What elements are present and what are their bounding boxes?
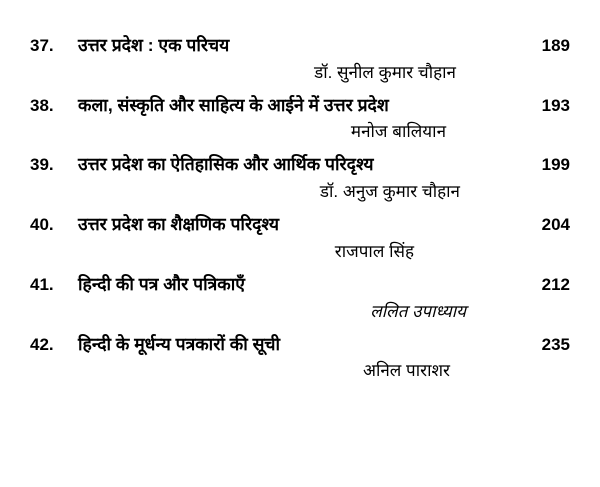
toc-entry-title: हिन्दी के मूर्धन्य पत्रकारों की सूची [78,333,281,354]
toc-entry-title: उत्तर प्रदेश का शैक्षणिक परिदृश्य [78,214,279,235]
toc-entry-page-number: 212 [541,274,570,294]
toc-entry-author: मनोज बालियान [350,122,446,142]
toc-entry-title: कला, संस्कृति और साहित्य के आईने में उत्तर प्रदेश [78,94,389,115]
toc-entry-number: 40. [30,215,54,235]
toc-entry-author: डॉ. सुनील कुमार चौहान [314,62,456,82]
toc-entry-number: 41. [30,274,54,294]
toc-entry-line [26,273,574,297]
toc-entry-page-number: 204 [541,215,570,235]
toc-entry [26,213,574,263]
toc-entry-author: राजपाल सिंह [334,241,414,261]
toc-entry-number: 42. [30,334,54,354]
toc-entry-line [26,213,574,237]
toc-entry-title: उत्तर प्रदेश : एक परिचय [78,35,230,55]
toc-entry-number: 39. [30,155,54,175]
toc-entry [26,94,574,144]
toc-entry [26,333,574,383]
toc-entry-number: 38. [30,95,54,115]
toc-entry-line [26,94,574,118]
toc-entry [26,153,574,203]
toc-list [26,34,574,382]
toc-entry-author: डॉ. अनुज कुमार चौहान [319,182,460,202]
toc-entry [26,34,574,84]
toc-entry-title: उत्तर प्रदेश का ऐतिहासिक और आर्थिक परिदृश्य [78,154,374,175]
toc-entry-page-number: 193 [541,95,570,115]
toc-entry-title: हिन्दी की पत्र और पत्रिकाएँ [78,273,245,294]
toc-entry-author: ललित उपाध्याय [370,301,466,321]
toc-entry-page-number: 235 [541,334,570,354]
toc-entry-page-number: 189 [541,36,570,55]
toc-entry [26,273,574,323]
toc-entry-line [26,333,574,357]
toc-entry-author: अनिल पाराशर [362,361,450,381]
toc-entry-line [26,153,574,177]
toc-entry-page-number: 199 [541,155,570,175]
toc-entry-line [26,34,574,58]
toc-entry-number: 37. [30,36,54,55]
